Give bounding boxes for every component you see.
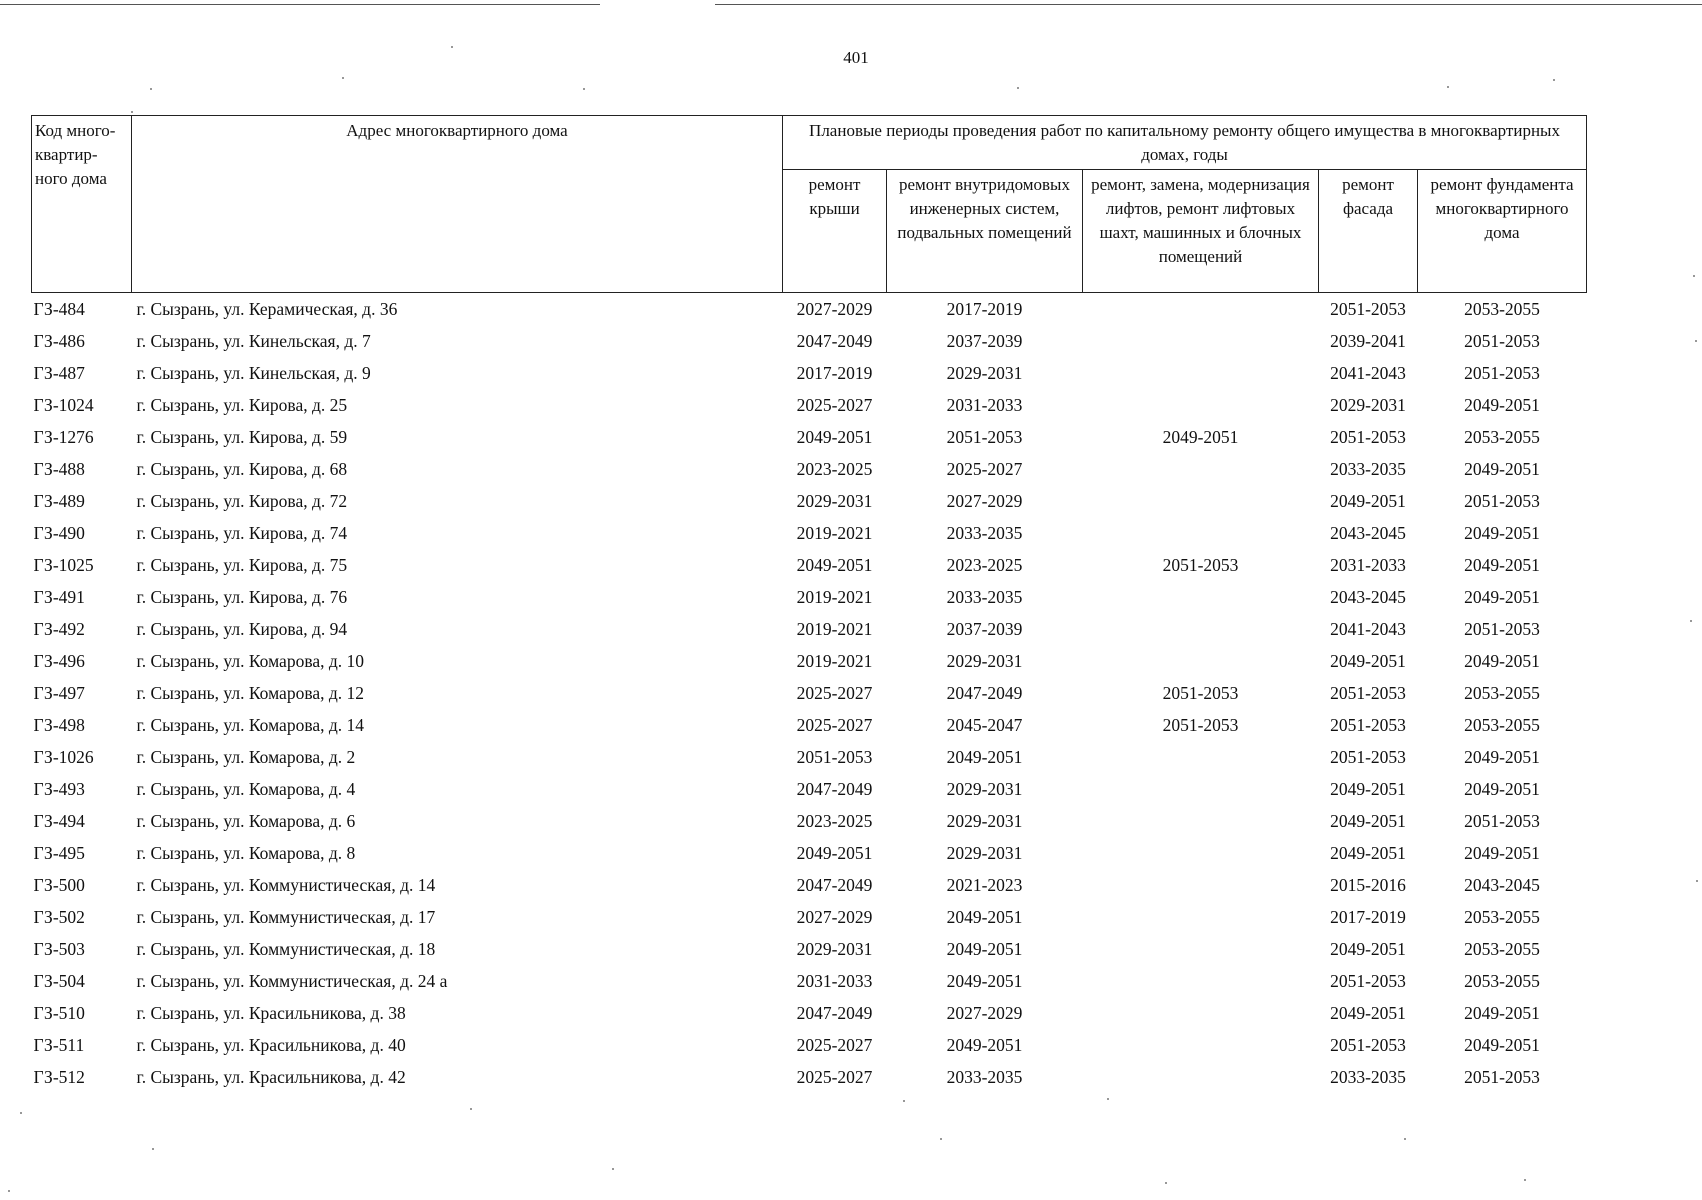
roof-period-cell: 2031-2033 xyxy=(796,970,873,991)
code-cell: ГЗ-1276 xyxy=(33,426,94,447)
table-row xyxy=(32,325,1587,357)
elevators-period-cell xyxy=(1083,389,1319,421)
foundation-period-cell: 2049-2051 xyxy=(1464,842,1540,863)
table-row xyxy=(32,613,1587,645)
code-cell: ГЗ-487 xyxy=(33,362,85,383)
table-row xyxy=(32,1061,1587,1093)
roof-period-cell: 2019-2021 xyxy=(796,586,873,607)
elevators-period-cell: 2051-2053 xyxy=(1162,714,1239,735)
roof-period-cell: 2017-2019 xyxy=(796,362,873,383)
code-cell: ГЗ-486 xyxy=(33,330,85,351)
code-cell: ГЗ-498 xyxy=(33,714,85,735)
elevators-period-cell xyxy=(1083,965,1319,997)
roof-period-cell: 2025-2027 xyxy=(796,394,873,415)
facade-period-cell: 2029-2031 xyxy=(1330,394,1406,415)
roof-period-cell: 2051-2053 xyxy=(796,746,873,767)
code-cell: ГЗ-494 xyxy=(33,810,85,831)
header-facade: ремонт фасада xyxy=(1319,170,1418,293)
address-cell: г. Сызрань, ул. Комарова, д. 6 xyxy=(136,810,356,831)
elevators-period-cell xyxy=(1083,581,1319,613)
table-row xyxy=(32,517,1587,549)
roof-period-cell: 2025-2027 xyxy=(796,682,873,703)
table-row xyxy=(32,453,1587,485)
facade-period-cell: 2049-2051 xyxy=(1330,490,1406,511)
roof-period-cell: 2019-2021 xyxy=(796,650,873,671)
table-row xyxy=(32,933,1587,965)
facade-period-cell: 2041-2043 xyxy=(1330,362,1406,383)
roof-period-cell: 2047-2049 xyxy=(796,330,873,351)
code-cell: ГЗ-510 xyxy=(33,1002,85,1023)
address-cell: г. Сызрань, ул. Комарова, д. 8 xyxy=(136,842,356,863)
elevators-period-cell xyxy=(1083,805,1319,837)
address-cell: г. Сызрань, ул. Кирова, д. 25 xyxy=(136,394,348,415)
address-cell: г. Сызрань, ул. Кирова, д. 72 xyxy=(136,490,348,511)
foundation-period-cell: 2051-2053 xyxy=(1464,490,1540,511)
facade-period-cell: 2043-2045 xyxy=(1330,522,1406,543)
facade-period-cell: 2049-2051 xyxy=(1330,650,1406,671)
code-cell: ГЗ-1024 xyxy=(33,394,94,415)
header-planned-periods: Плановые периоды проведения работ по капитальному ремонту общего имущества в многоквартирных домах, годы xyxy=(783,116,1587,170)
code-cell: ГЗ-496 xyxy=(33,650,85,671)
table-row xyxy=(32,837,1587,869)
facade-period-cell: 2051-2053 xyxy=(1330,426,1406,447)
address-cell: г. Сызрань, ул. Коммунистическая, д. 17 xyxy=(136,906,436,927)
roof-period-cell: 2029-2031 xyxy=(796,938,873,959)
code-cell: ГЗ-502 xyxy=(33,906,85,927)
foundation-period-cell: 2053-2055 xyxy=(1464,714,1540,735)
address-cell: г. Сызрань, ул. Красильникова, д. 42 xyxy=(136,1066,406,1087)
facade-period-cell: 2039-2041 xyxy=(1330,330,1406,351)
engineering-period-cell: 2047-2049 xyxy=(946,682,1023,703)
elevators-period-cell xyxy=(1083,1061,1319,1093)
table-row xyxy=(32,485,1587,517)
table-row xyxy=(32,581,1587,613)
foundation-period-cell: 2051-2053 xyxy=(1464,330,1540,351)
facade-period-cell: 2051-2053 xyxy=(1330,714,1406,735)
elevators-period-cell xyxy=(1083,837,1319,869)
elevators-period-cell xyxy=(1083,741,1319,773)
elevators-period-cell xyxy=(1083,773,1319,805)
foundation-period-cell: 2043-2045 xyxy=(1464,874,1540,895)
engineering-period-cell: 2049-2051 xyxy=(946,746,1023,767)
elevators-period-cell xyxy=(1083,933,1319,965)
table-row xyxy=(32,549,1587,581)
table-body xyxy=(32,293,1587,1094)
code-cell: ГЗ-495 xyxy=(33,842,85,863)
foundation-period-cell: 2049-2051 xyxy=(1464,746,1540,767)
table-row xyxy=(32,293,1587,326)
address-cell: г. Сызрань, ул. Красильникова, д. 38 xyxy=(136,1002,406,1023)
address-cell: г. Сызрань, ул. Комарова, д. 10 xyxy=(136,650,365,671)
facade-period-cell: 2033-2035 xyxy=(1330,458,1406,479)
facade-period-cell: 2015-2016 xyxy=(1330,874,1406,895)
header-foundation: ремонт фундамента многоквартирного дома xyxy=(1418,170,1587,293)
table-row xyxy=(32,357,1587,389)
header-elevators: ремонт, замена, модернизация лифтов, ремонт лифтовых шахт, машинных и блочных помещений xyxy=(1083,170,1319,293)
elevators-period-cell xyxy=(1083,997,1319,1029)
address-cell: г. Сызрань, ул. Керамическая, д. 36 xyxy=(136,298,398,319)
repair-schedule-table xyxy=(31,115,1587,1093)
code-cell: ГЗ-484 xyxy=(33,298,85,319)
engineering-period-cell: 2049-2051 xyxy=(946,970,1023,991)
elevators-period-cell: 2049-2051 xyxy=(1162,426,1239,447)
elevators-period-cell xyxy=(1083,325,1319,357)
foundation-period-cell: 2049-2051 xyxy=(1464,778,1540,799)
roof-period-cell: 2019-2021 xyxy=(796,522,873,543)
roof-period-cell: 2049-2051 xyxy=(796,426,873,447)
foundation-period-cell: 2049-2051 xyxy=(1464,554,1540,575)
foundation-period-cell: 2053-2055 xyxy=(1464,682,1540,703)
foundation-period-cell: 2049-2051 xyxy=(1464,1002,1540,1023)
engineering-period-cell: 2029-2031 xyxy=(946,650,1023,671)
table-row xyxy=(32,1029,1587,1061)
foundation-period-cell: 2049-2051 xyxy=(1464,1034,1540,1055)
code-cell: ГЗ-489 xyxy=(33,490,85,511)
engineering-period-cell: 2027-2029 xyxy=(946,490,1023,511)
table-header xyxy=(32,116,1587,293)
table-row xyxy=(32,869,1587,901)
elevators-period-cell xyxy=(1083,869,1319,901)
roof-period-cell: 2047-2049 xyxy=(796,778,873,799)
code-cell: ГЗ-490 xyxy=(33,522,85,543)
elevators-period-cell xyxy=(1083,293,1319,326)
facade-period-cell: 2049-2051 xyxy=(1330,810,1406,831)
address-cell: г. Сызрань, ул. Красильникова, д. 40 xyxy=(136,1034,406,1055)
code-cell: ГЗ-497 xyxy=(33,682,85,703)
address-cell: г. Сызрань, ул. Кирова, д. 94 xyxy=(136,618,348,639)
table-row xyxy=(32,421,1587,453)
code-cell: ГЗ-491 xyxy=(33,586,85,607)
elevators-period-cell xyxy=(1083,1029,1319,1061)
foundation-period-cell: 2053-2055 xyxy=(1464,426,1540,447)
roof-period-cell: 2019-2021 xyxy=(796,618,873,639)
code-cell: ГЗ-503 xyxy=(33,938,85,959)
foundation-period-cell: 2053-2055 xyxy=(1464,938,1540,959)
foundation-period-cell: 2049-2051 xyxy=(1464,650,1540,671)
address-cell: г. Сызрань, ул. Комарова, д. 4 xyxy=(136,778,356,799)
foundation-period-cell: 2051-2053 xyxy=(1464,618,1540,639)
elevators-period-cell xyxy=(1083,357,1319,389)
code-cell: ГЗ-493 xyxy=(33,778,85,799)
table-row xyxy=(32,677,1587,709)
facade-period-cell: 2017-2019 xyxy=(1330,906,1406,927)
code-cell: ГЗ-1026 xyxy=(33,746,94,767)
code-cell: ГЗ-1025 xyxy=(33,554,94,575)
facade-period-cell: 2049-2051 xyxy=(1330,1002,1406,1023)
address-cell: г. Сызрань, ул. Коммунистическая, д. 24 а xyxy=(136,970,448,991)
facade-period-cell: 2049-2051 xyxy=(1330,938,1406,959)
table-row xyxy=(32,965,1587,997)
facade-period-cell: 2051-2053 xyxy=(1330,1034,1406,1055)
table-row xyxy=(32,709,1587,741)
engineering-period-cell: 2017-2019 xyxy=(946,298,1023,319)
header-engineering: ремонт внутридомовых инженерных систем, подвальных помещений xyxy=(887,170,1083,293)
engineering-period-cell: 2029-2031 xyxy=(946,842,1023,863)
elevators-period-cell xyxy=(1083,453,1319,485)
roof-period-cell: 2049-2051 xyxy=(796,842,873,863)
table-row xyxy=(32,901,1587,933)
header-code: Код много-квартир-ного дома xyxy=(32,116,132,293)
elevators-period-cell xyxy=(1083,901,1319,933)
facade-period-cell: 2033-2035 xyxy=(1330,1066,1406,1087)
table-row xyxy=(32,741,1587,773)
facade-period-cell: 2043-2045 xyxy=(1330,586,1406,607)
facade-period-cell: 2049-2051 xyxy=(1330,842,1406,863)
foundation-period-cell: 2053-2055 xyxy=(1464,970,1540,991)
elevators-period-cell: 2051-2053 xyxy=(1162,682,1239,703)
roof-period-cell: 2023-2025 xyxy=(796,810,873,831)
address-cell: г. Сызрань, ул. Комарова, д. 2 xyxy=(136,746,356,767)
address-cell: г. Сызрань, ул. Кирова, д. 68 xyxy=(136,458,348,479)
engineering-period-cell: 2051-2053 xyxy=(946,426,1023,447)
roof-period-cell: 2049-2051 xyxy=(796,554,873,575)
engineering-period-cell: 2045-2047 xyxy=(946,714,1023,735)
address-cell: г. Сызрань, ул. Кинельская, д. 7 xyxy=(136,330,371,351)
address-cell: г. Сызрань, ул. Коммунистическая, д. 18 xyxy=(136,938,436,959)
address-cell: г. Сызрань, ул. Кирова, д. 59 xyxy=(136,426,348,447)
roof-period-cell: 2029-2031 xyxy=(796,490,873,511)
code-cell: ГЗ-492 xyxy=(33,618,85,639)
foundation-period-cell: 2053-2055 xyxy=(1464,298,1540,319)
code-cell: ГЗ-500 xyxy=(33,874,85,895)
facade-period-cell: 2051-2053 xyxy=(1330,298,1406,319)
engineering-period-cell: 2025-2027 xyxy=(946,458,1023,479)
table-row xyxy=(32,997,1587,1029)
engineering-period-cell: 2049-2051 xyxy=(946,1034,1023,1055)
elevators-period-cell xyxy=(1083,645,1319,677)
facade-period-cell: 2041-2043 xyxy=(1330,618,1406,639)
engineering-period-cell: 2029-2031 xyxy=(946,778,1023,799)
foundation-period-cell: 2049-2051 xyxy=(1464,522,1540,543)
engineering-period-cell: 2029-2031 xyxy=(946,362,1023,383)
roof-period-cell: 2025-2027 xyxy=(796,714,873,735)
engineering-period-cell: 2031-2033 xyxy=(946,394,1023,415)
page-number: 401 xyxy=(843,48,869,67)
address-cell: г. Сызрань, ул. Коммунистическая, д. 14 xyxy=(136,874,436,895)
facade-period-cell: 2049-2051 xyxy=(1330,778,1406,799)
elevators-period-cell xyxy=(1083,485,1319,517)
address-cell: г. Сызрань, ул. Кирова, д. 75 xyxy=(136,554,348,575)
engineering-period-cell: 2021-2023 xyxy=(946,874,1023,895)
elevators-period-cell xyxy=(1083,613,1319,645)
engineering-period-cell: 2033-2035 xyxy=(946,1066,1023,1087)
facade-period-cell: 2051-2053 xyxy=(1330,970,1406,991)
elevators-period-cell: 2051-2053 xyxy=(1162,554,1239,575)
scan-edge-rule xyxy=(715,4,1702,5)
table-row xyxy=(32,645,1587,677)
roof-period-cell: 2023-2025 xyxy=(796,458,873,479)
foundation-period-cell: 2051-2053 xyxy=(1464,1066,1540,1087)
roof-period-cell: 2027-2029 xyxy=(796,906,873,927)
roof-period-cell: 2047-2049 xyxy=(796,874,873,895)
engineering-period-cell: 2029-2031 xyxy=(946,810,1023,831)
address-cell: г. Сызрань, ул. Кирова, д. 74 xyxy=(136,522,348,543)
address-cell: г. Сызрань, ул. Комарова, д. 14 xyxy=(136,714,365,735)
engineering-period-cell: 2033-2035 xyxy=(946,586,1023,607)
code-cell: ГЗ-488 xyxy=(33,458,85,479)
engineering-period-cell: 2033-2035 xyxy=(946,522,1023,543)
facade-period-cell: 2051-2053 xyxy=(1330,682,1406,703)
roof-period-cell: 2025-2027 xyxy=(796,1034,873,1055)
table-row xyxy=(32,773,1587,805)
address-cell: г. Сызрань, ул. Кирова, д. 76 xyxy=(136,586,348,607)
engineering-period-cell: 2037-2039 xyxy=(946,330,1023,351)
engineering-period-cell: 2037-2039 xyxy=(946,618,1023,639)
foundation-period-cell: 2053-2055 xyxy=(1464,906,1540,927)
foundation-period-cell: 2051-2053 xyxy=(1464,810,1540,831)
foundation-period-cell: 2049-2051 xyxy=(1464,394,1540,415)
engineering-period-cell: 2049-2051 xyxy=(946,938,1023,959)
elevators-period-cell xyxy=(1083,517,1319,549)
facade-period-cell: 2031-2033 xyxy=(1330,554,1406,575)
code-cell: ГЗ-512 xyxy=(33,1066,85,1087)
code-cell: ГЗ-511 xyxy=(33,1034,85,1055)
table-row xyxy=(32,389,1587,421)
engineering-period-cell: 2049-2051 xyxy=(946,906,1023,927)
foundation-period-cell: 2051-2053 xyxy=(1464,362,1540,383)
foundation-period-cell: 2049-2051 xyxy=(1464,586,1540,607)
engineering-period-cell: 2023-2025 xyxy=(946,554,1023,575)
code-cell: ГЗ-504 xyxy=(33,970,85,991)
address-cell: г. Сызрань, ул. Кинельская, д. 9 xyxy=(136,362,371,383)
table-row xyxy=(32,805,1587,837)
foundation-period-cell: 2049-2051 xyxy=(1464,458,1540,479)
header-roof: ремонт крыши xyxy=(783,170,887,293)
scan-edge-rule xyxy=(0,4,600,5)
engineering-period-cell: 2027-2029 xyxy=(946,1002,1023,1023)
roof-period-cell: 2025-2027 xyxy=(796,1066,873,1087)
address-cell: г. Сызрань, ул. Комарова, д. 12 xyxy=(136,682,365,703)
header-address: Адрес многоквартирного дома xyxy=(132,116,783,293)
roof-period-cell: 2027-2029 xyxy=(796,298,873,319)
roof-period-cell: 2047-2049 xyxy=(796,1002,873,1023)
facade-period-cell: 2051-2053 xyxy=(1330,746,1406,767)
